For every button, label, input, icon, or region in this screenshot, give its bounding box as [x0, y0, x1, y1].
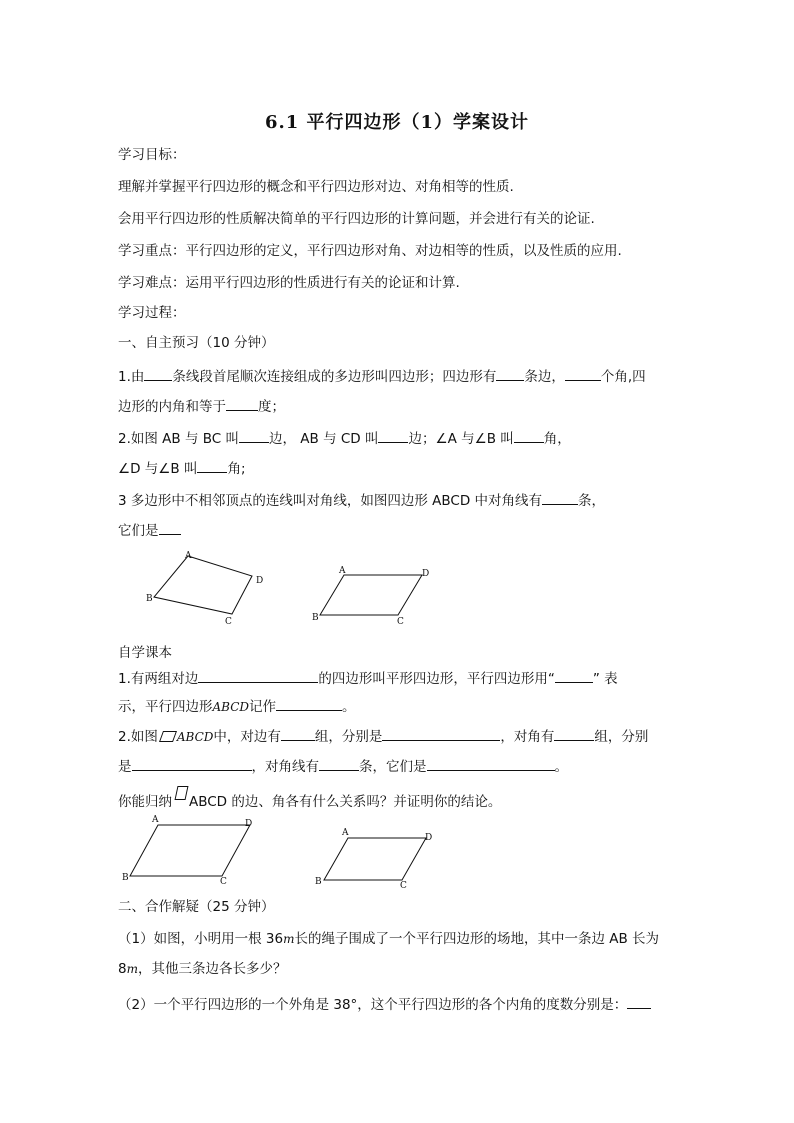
parallelogram-shape — [324, 838, 426, 880]
goals-heading: 学习目标： — [118, 147, 186, 163]
q1-text: 条线段首尾顺次连接组成的多边形叫四边形；四边形有 — [172, 369, 497, 385]
parallelogram-icon — [175, 786, 189, 800]
quadrilateral-shape — [154, 556, 252, 614]
q1-text: 条边， — [524, 369, 565, 385]
s2-text: 是 — [118, 759, 132, 775]
parallelogram-figure-2 — [118, 810, 263, 888]
goal-1: 理解并掌握平行四边形的概念和平行四边形对边、对角相等的性质. — [118, 179, 514, 195]
quadrilateral-figure — [140, 548, 270, 630]
q2-text: ∠D 与∠B 叫 — [118, 461, 198, 477]
s1-text: 。 — [342, 699, 356, 715]
page-title: 6.1 平行四边形（1）学案设计 — [264, 112, 530, 133]
blank — [542, 490, 578, 505]
goal-2: 会用平行四边形的性质解决简单的平行四边形的计算问题，并会进行有关的论证. — [118, 211, 595, 227]
c1-text: 8 — [118, 961, 127, 977]
blank — [427, 756, 555, 771]
blank — [514, 428, 544, 443]
section-2-heading: 二、合作解疑（25 分钟） — [118, 899, 275, 915]
s2-text: 中，对边有 — [213, 729, 281, 745]
blank — [555, 668, 593, 683]
vertex-label-d: D — [425, 833, 433, 843]
question-1-line-1 — [118, 366, 646, 386]
c1-text: （1）如图，小明用一根 36 — [118, 931, 284, 947]
vertex-label-c: C — [220, 877, 227, 887]
cooperation-2 — [118, 994, 651, 1014]
question-3-line-1 — [118, 490, 605, 510]
blank — [239, 428, 269, 443]
blank — [378, 428, 408, 443]
parallelogram-shape — [320, 575, 422, 615]
blank — [197, 458, 227, 473]
self-study-2-line-2 — [118, 756, 568, 776]
s1-text: 示，平行四边形 — [118, 699, 213, 715]
self-study-1-line-1 — [118, 668, 618, 688]
vertex-label-a: A — [339, 566, 346, 576]
s1-text: 的四边形叫平形四边形，平行四边形用“ — [318, 671, 555, 687]
q3-text: 它们是 — [118, 523, 159, 539]
s2-text: 组，分别是 — [314, 729, 383, 745]
blank — [565, 366, 601, 381]
process-heading: 学习过程： — [118, 305, 186, 321]
s2-text: ，对角有 — [500, 729, 555, 745]
vertex-label-c: C — [397, 617, 404, 627]
s1-text: 记作 — [249, 699, 277, 715]
question-1-line-2 — [118, 396, 285, 416]
q2-text: 角; — [227, 461, 246, 477]
s3-text: ABCD 的边、角各有什么关系吗？并证明你的结论。 — [189, 794, 502, 810]
s2-text: 条，它们是 — [359, 759, 427, 775]
self-study-3 — [118, 786, 501, 811]
q2-text: 边；∠A 与∠B 叫 — [408, 431, 514, 447]
vertex-label-d: D — [245, 819, 253, 829]
c1-text: 长的绳子围成了一个平行四边形的场地，其中一条边 AB 长为 — [294, 931, 660, 947]
parallelogram-figure-1 — [310, 562, 435, 626]
q2-text: 角， — [543, 431, 571, 447]
vertex-label-d: D — [256, 576, 264, 586]
math-abcd: ABCD — [212, 700, 250, 714]
question-2-line-2 — [118, 458, 246, 478]
self-study-heading: 自学课本 — [118, 645, 172, 661]
vertex-label-a: A — [152, 815, 159, 825]
unit-m: m — [283, 932, 295, 946]
parallelogram-icon — [159, 731, 177, 742]
q2-text: 2.如图 AB 与 BC 叫 — [118, 431, 239, 447]
key-points: 学习重点：平行四边形的定义，平行四边形对角、对边相等的性质，以及性质的应用. — [118, 243, 622, 259]
cooperation-1-line-1 — [118, 930, 659, 948]
difficulties: 学习难点：运用平行四边形的性质进行有关的论证和计算. — [118, 275, 460, 291]
q1-text: 边形的内角和等于 — [118, 399, 226, 415]
cooperation-1-line-2 — [118, 960, 286, 978]
blank — [281, 726, 315, 741]
question-3-line-2 — [118, 520, 181, 540]
q3-text: 条， — [578, 493, 606, 509]
blank — [226, 396, 258, 411]
q3-text: 3 多边形中不相邻顶点的连线叫对角线，如图四边形 ABCD 中对角线有 — [118, 493, 543, 509]
blank — [554, 726, 594, 741]
c1-text: ，其他三条边各长多少？ — [137, 961, 287, 977]
s2-text: ，对角线有 — [251, 759, 319, 775]
s1-text: ” 表 — [592, 671, 618, 687]
parallelogram-shape — [130, 825, 250, 876]
q1-text: 个角,四 — [600, 369, 646, 385]
blank — [627, 994, 651, 1009]
vertex-label-b: B — [146, 594, 153, 604]
s2-text: 2.如图 — [118, 729, 158, 745]
vertex-label-c: C — [400, 881, 407, 891]
s3-text: 你能归纳 — [118, 794, 172, 810]
s1-text: 1.有两组对边 — [118, 671, 199, 687]
blank — [144, 366, 172, 381]
vertex-label-b: B — [122, 873, 129, 883]
self-study-2-line-1 — [118, 726, 648, 746]
blank — [159, 520, 181, 535]
vertex-label-a: A — [185, 551, 192, 561]
self-study-1-line-2 — [118, 696, 356, 716]
vertex-label-c: C — [225, 617, 232, 627]
q2-text: 边， AB 与 CD 叫 — [269, 431, 379, 447]
blank — [276, 696, 342, 711]
blank — [132, 756, 252, 771]
blank — [198, 668, 318, 683]
unit-m: m — [126, 962, 138, 976]
q1-text: 1.由 — [118, 369, 145, 385]
vertex-label-b: B — [312, 613, 319, 623]
math-abcd: ABCD — [176, 730, 214, 744]
c2-text: （2）一个平行四边形的一个外角是 38°，这个平行四边形的各个内角的度数分别是： — [118, 997, 628, 1013]
parallelogram-figure-3 — [312, 824, 442, 890]
blank — [496, 366, 524, 381]
vertex-label-d: D — [422, 569, 430, 579]
blank — [319, 756, 359, 771]
s2-text: 组，分别 — [594, 729, 649, 745]
question-2-line-1 — [118, 428, 571, 448]
blank — [382, 726, 500, 741]
s2-text: 。 — [554, 759, 568, 775]
vertex-label-b: B — [315, 877, 322, 887]
q1-text: 度； — [258, 399, 285, 415]
vertex-label-a: A — [342, 828, 349, 838]
section-1-heading: 一、自主预习（10 分钟） — [118, 335, 275, 351]
